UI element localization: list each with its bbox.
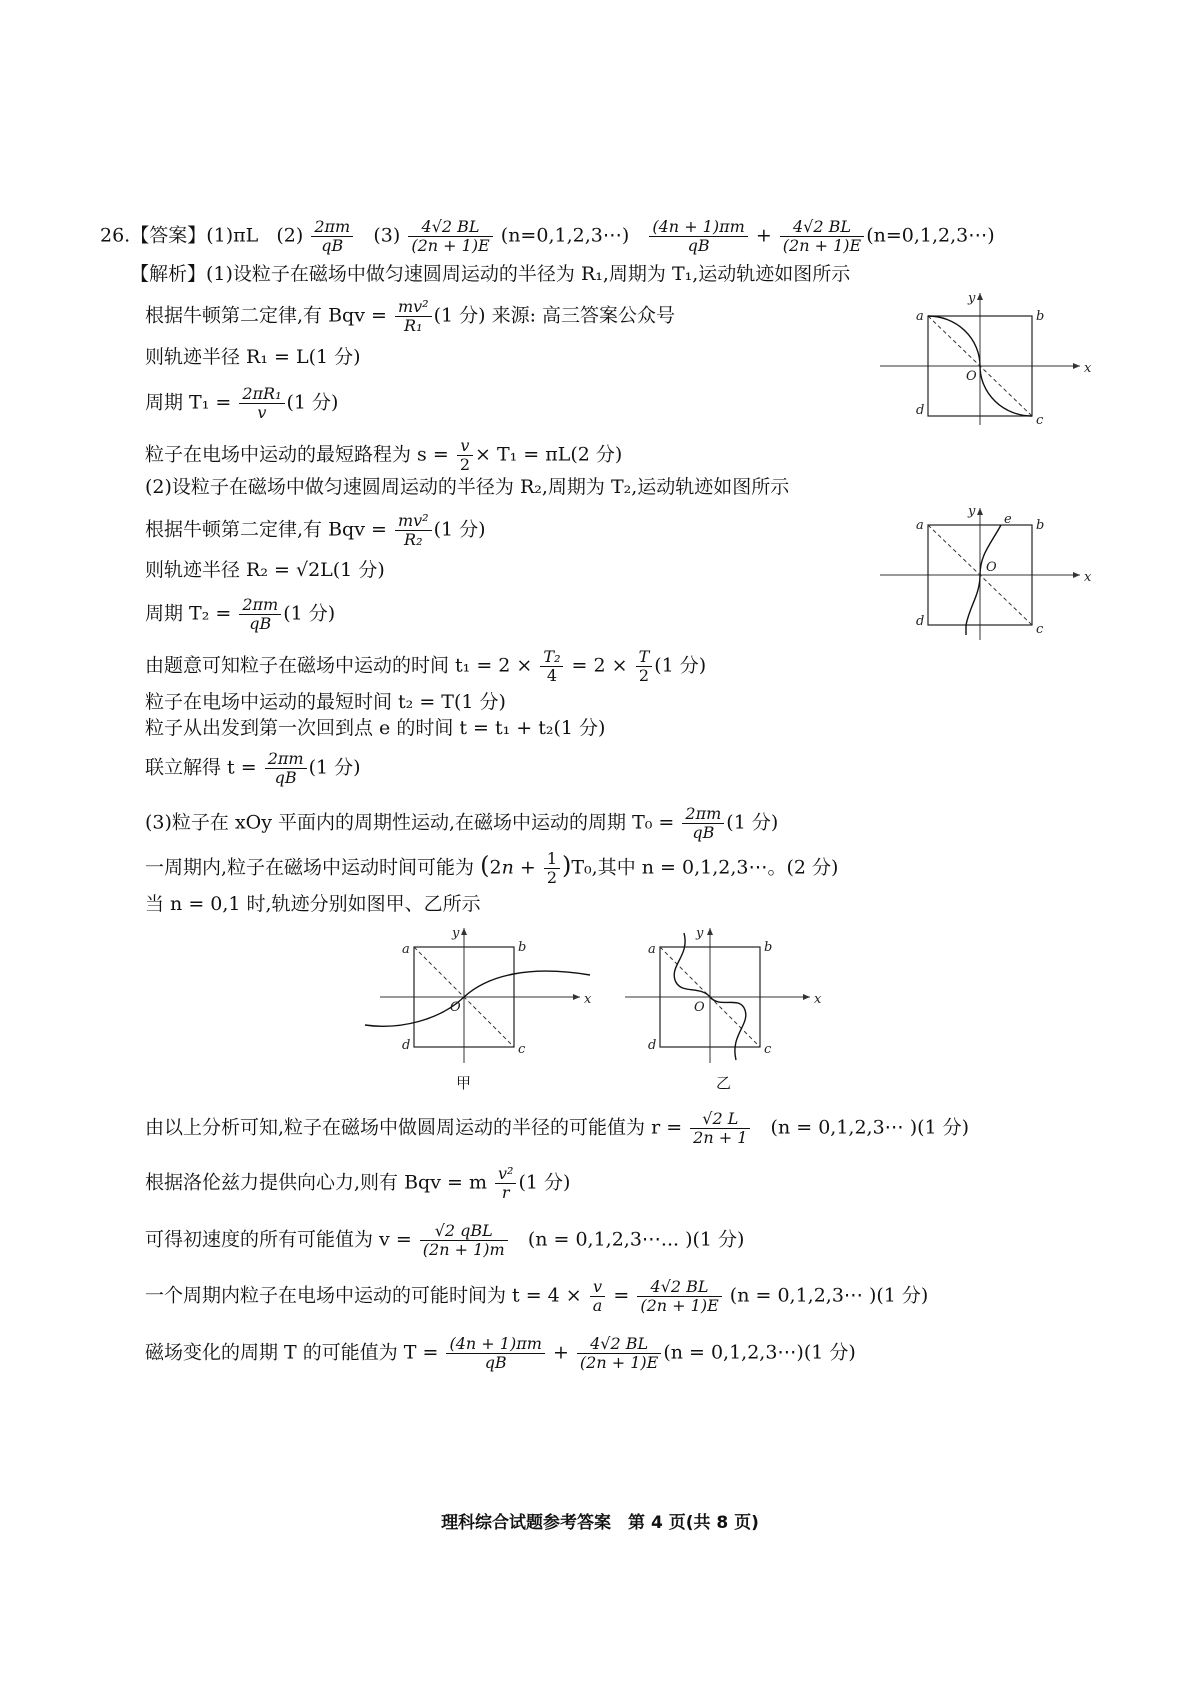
analysis-line-21: 磁场变化的周期 T 的可能值为 T = $\frac{(4n + 1)\pi m}{qB}$ + $\frac{4√2 BL}{(2n + 1)E}$ (n = 0,1,2,3⋯)(1 分): [145, 1334, 856, 1372]
analysis-line-10: 由题意可知粒子在磁场中运动的时间 t₁ = 2 × $\frac{\text{T₂}}{4}$ = 2 × $\frac{T}{2}$ (1 分): [145, 647, 707, 685]
analysis-line-18: 根据洛伦兹力提供向心力,则有 Bqv = m $\frac{\text{v²}}{r}$ (1 分): [145, 1164, 571, 1202]
caption-jia: 甲: [456, 1074, 472, 1092]
svg-text:c: c: [1036, 413, 1044, 428]
svg-text:b: b: [764, 940, 773, 955]
svg-text:c: c: [1036, 622, 1044, 637]
svg-text:y: y: [696, 926, 704, 941]
svg-text:a: a: [648, 942, 656, 957]
svg-text:d: d: [402, 1038, 411, 1053]
svg-text:y: y: [968, 291, 976, 306]
answer-tag: 【答案】: [130, 224, 207, 247]
analysis-line-11: 粒子在电场中运动的最短时间 t₂ = T(1 分): [145, 691, 506, 713]
analysis-line-9: 周期 T₂ = $\frac{2\pi m}{qB}$ (1 分): [145, 595, 336, 633]
svg-text:y: y: [968, 505, 976, 519]
analysis-line-15: 一周期内,粒子在磁场中运动时间可能为 (2n + $\frac{1}{2}$ )T₀,其中 n = 0,1,2,3⋯。(2 分): [145, 849, 839, 887]
analysis-line-16: 当 n = 0,1 时,轨迹分别如图甲、乙所示: [145, 893, 481, 915]
analysis-line-7: 根据牛顿第二定律,有 Bqv = $\frac{\text{mv²}}{\text{R₂}}$ (1 分): [145, 511, 486, 549]
svg-text:x: x: [1084, 570, 1092, 585]
svg-text:O: O: [966, 369, 977, 384]
svg-text:y: y: [452, 926, 460, 941]
analysis-line-5: 粒子在电场中运动的最短路程为 s = $\frac{v}{2}$ × T₁ = πL(2 分): [145, 436, 623, 474]
svg-text:x: x: [1084, 361, 1092, 376]
caption-yi: 乙: [716, 1074, 732, 1092]
analysis-line-12: 粒子从出发到第一次回到点 e 的时间 t = t₁ + t₂(1 分): [145, 717, 606, 739]
svg-text:d: d: [916, 614, 925, 629]
figure-jia-diagram: [360, 925, 600, 1065]
svg-text:c: c: [764, 1042, 772, 1057]
svg-text:e: e: [1004, 512, 1012, 527]
analysis-line-1: 【解析】(1)设粒子在磁场中做匀速圆周运动的半径为 R₁,周期为 T₁,运动轨迹如图所示: [130, 263, 851, 285]
svg-text:a: a: [402, 942, 410, 957]
analysis-line-6: (2)设粒子在磁场中做匀速圆周运动的半径为 R₂,周期为 T₂,运动轨迹如图所示: [145, 476, 790, 498]
svg-text:O: O: [986, 560, 997, 575]
page-footer: 理科综合试题参考答案 第 4 页(共 8 页): [441, 1513, 759, 1533]
fraction: $\frac{4√2 BL}{(2n + 1)E}$: [408, 218, 492, 255]
svg-text:b: b: [518, 940, 527, 955]
svg-text:d: d: [916, 403, 925, 418]
analysis-line-19: 可得初速度的所有可能值为 v = $\frac{\text{√2 qBL}}{(2n + 1)m}$ (n = 0,1,2,3⋯... )(1 分): [145, 1221, 745, 1259]
svg-text:a: a: [916, 518, 924, 533]
analysis-line-4: 周期 T₁ = $\frac{\text{2πR₁}}{v}$ (1 分): [145, 384, 339, 422]
figure-yi-diagram: [620, 925, 840, 1065]
analysis-line-17: 由以上分析可知,粒子在磁场中做圆周运动的半径的可能值为 r = $\frac{√2 L}{2n + 1}$ (n = 0,1,2,3⋯ )(1 分): [145, 1109, 970, 1147]
analysis-line-3: 则轨迹半径 R₁ = L(1 分): [145, 346, 361, 368]
fraction: $\frac{4√2 BL}{(2n + 1)E}$: [780, 218, 864, 255]
svg-text:a: a: [916, 309, 924, 324]
svg-text:b: b: [1036, 309, 1045, 324]
analysis-line-14: (3)粒子在 xOy 平面内的周期性运动,在磁场中运动的周期 T₀ = $\frac{2\pi m}{qB}$ (1 分): [145, 804, 779, 842]
svg-text:x: x: [814, 992, 822, 1007]
svg-text:b: b: [1036, 518, 1045, 533]
analysis-line-8: 则轨迹半径 R₂ = √2L(1 分): [145, 559, 385, 581]
figure-2-diagram: [880, 505, 1100, 645]
svg-text:O: O: [694, 1000, 705, 1015]
fraction: $\frac{2\pi m}{qB}$: [311, 218, 353, 255]
svg-text:O: O: [450, 1000, 461, 1015]
svg-text:d: d: [648, 1038, 657, 1053]
analysis-line-13: 联立解得 t = $\frac{2\pi m}{qB}$ (1 分): [145, 749, 361, 787]
question-number: 26.: [100, 224, 131, 247]
analysis-line-2: 根据牛顿第二定律,有 Bqv = $\frac{\text{mv²}}{\text{R₁}}$ (1 分) 来源: 高三答案公众号: [145, 297, 676, 335]
figure-1-diagram: [880, 290, 1100, 430]
svg-text:x: x: [584, 992, 592, 1007]
answer-line: 26.【答案】(1)πL (2) $\frac{2\pi m}{qB}$ (3) $\frac{4√2 BL}{(2n + 1)E}$ (n=0,1,2,3⋯) $\frac{(4n + 1)\pi m}{qB}$ + $\frac{4√2 BL}{(2n + 1)E}$ (n=0,1,2,3⋯): [100, 217, 995, 255]
svg-text:c: c: [518, 1042, 526, 1057]
fraction: $\frac{(4n + 1)\pi m}{qB}$: [649, 218, 747, 255]
analysis-line-20: 一个周期内粒子在电场中运动的可能时间为 t = 4 × $\frac{v}{a}$ = $\frac{4√2 BL}{(2n + 1)E}$ (n = 0,1,2,3⋯ )(1 分): [145, 1277, 929, 1315]
